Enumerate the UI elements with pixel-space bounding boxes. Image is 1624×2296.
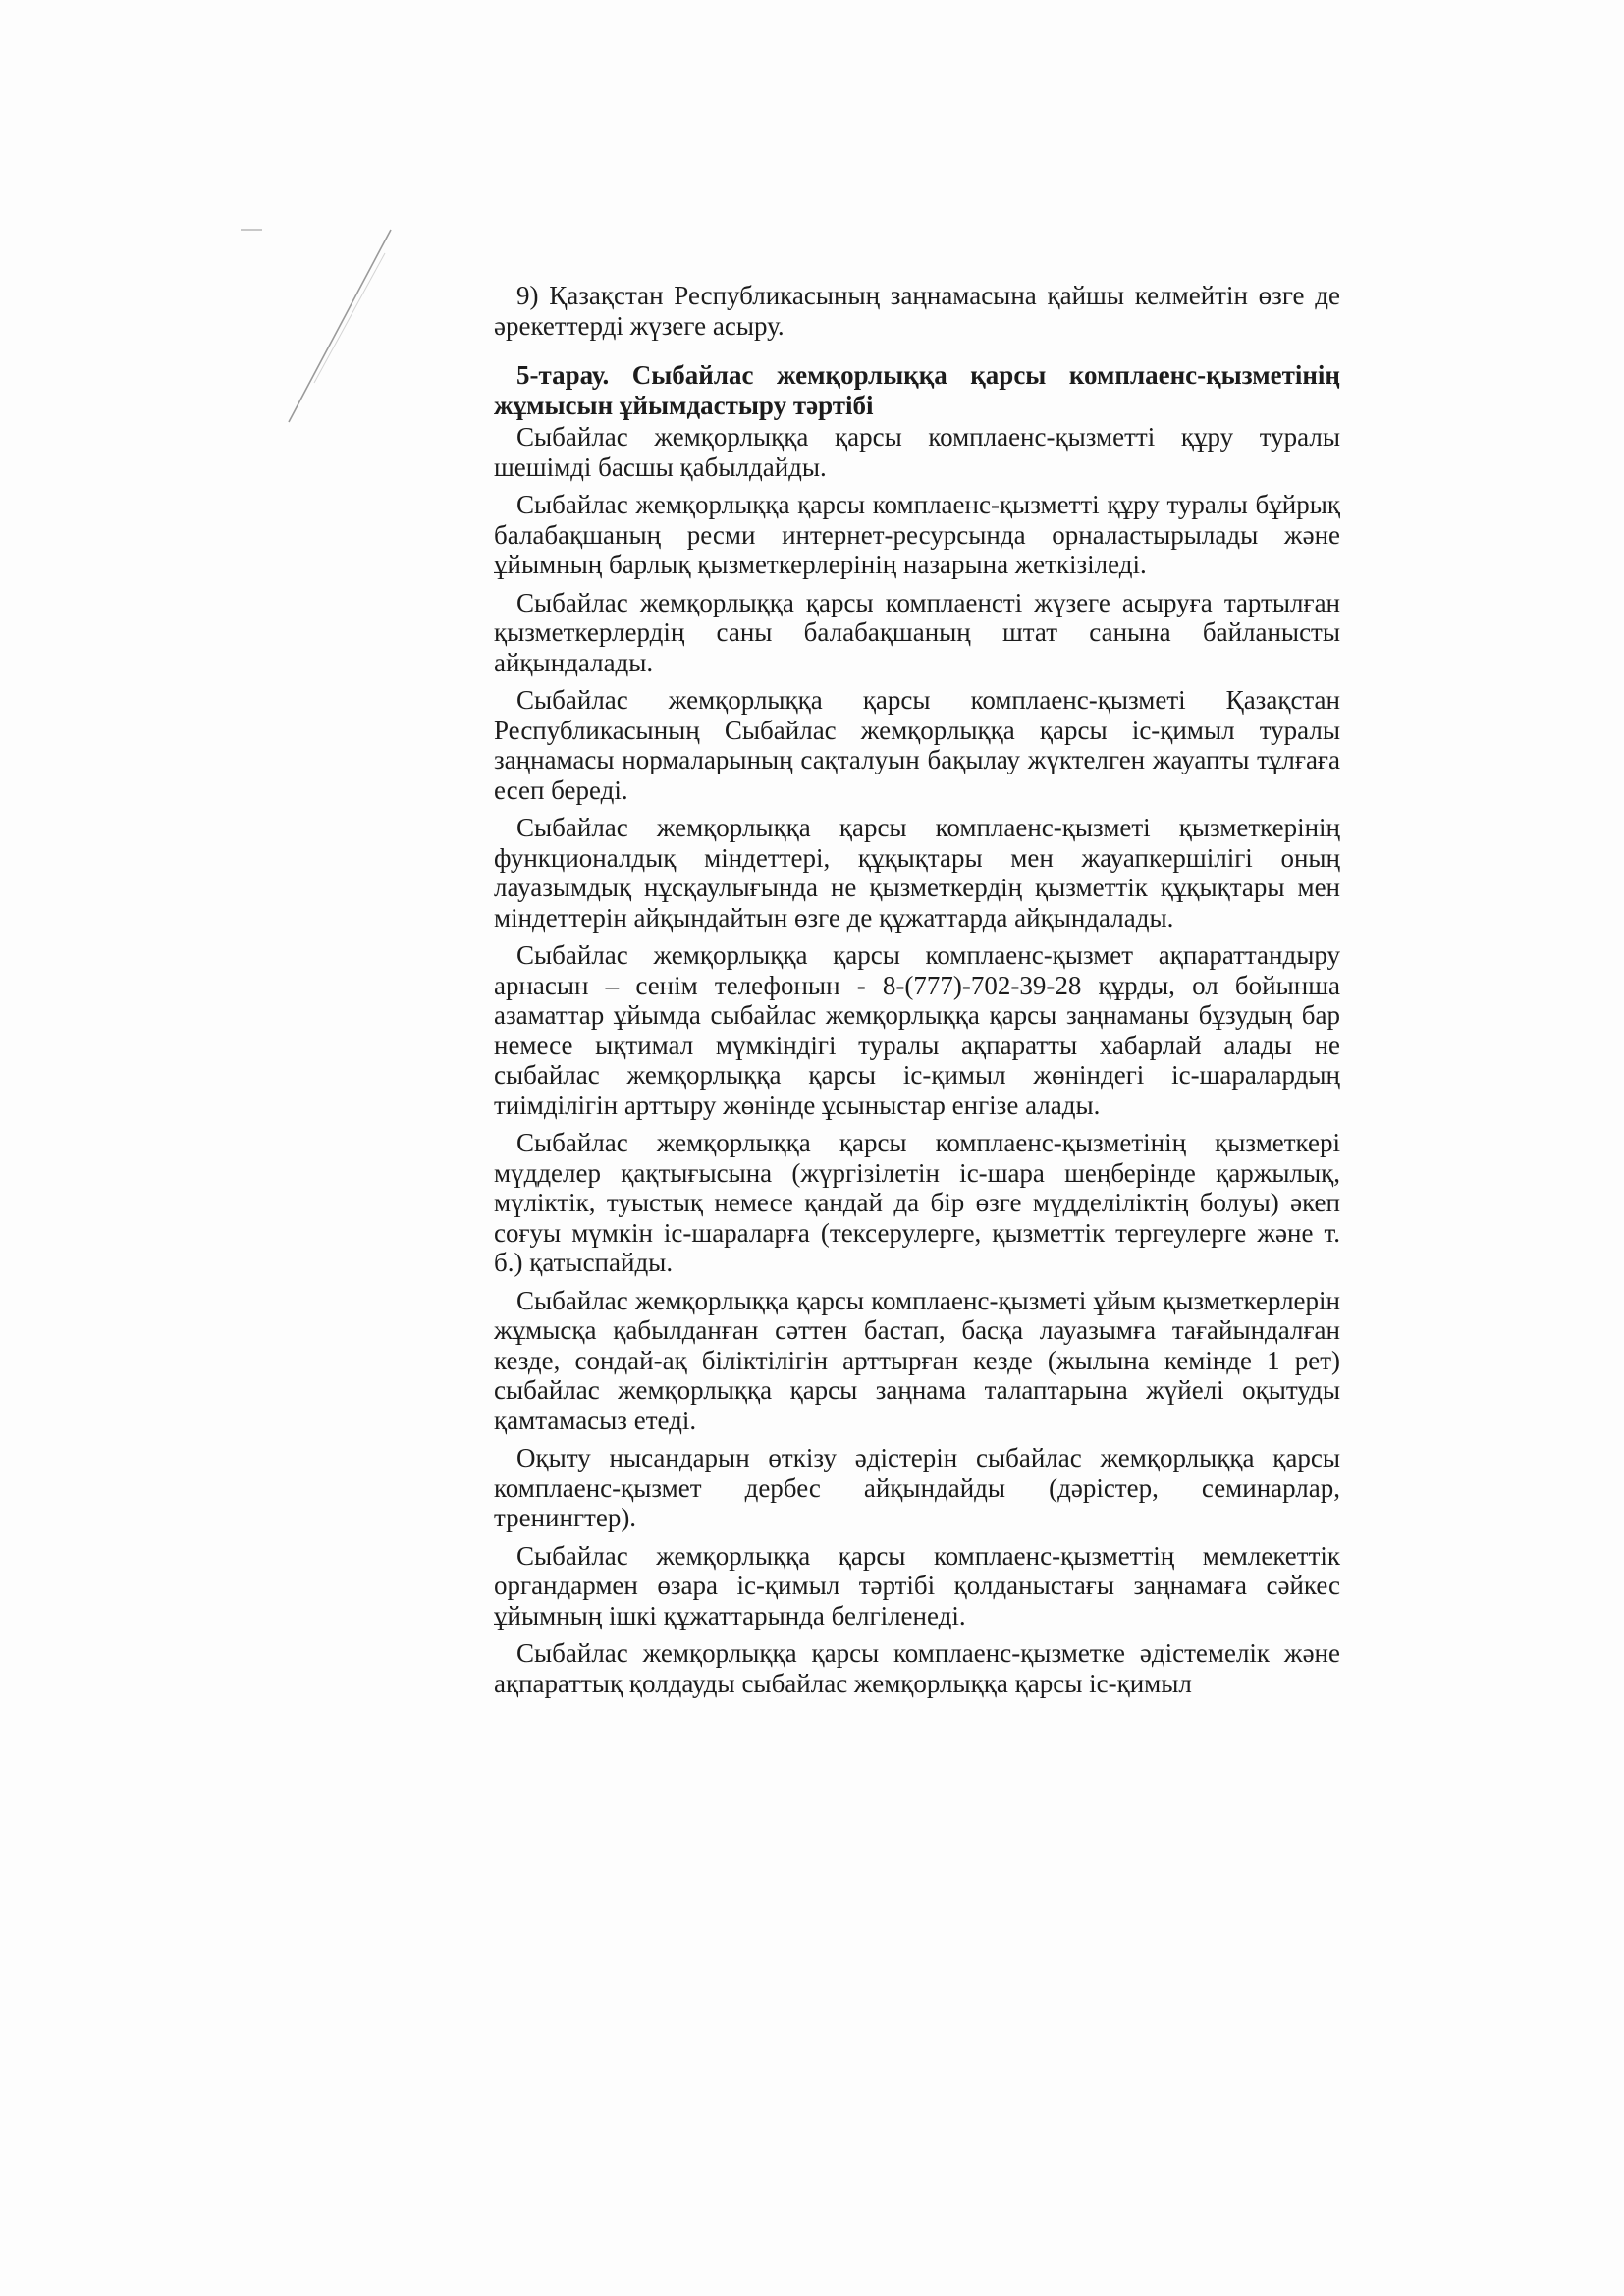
- paragraph: Сыбайлас жемқорлыққа қарсы комплаенс-қызметті құру туралы шешімді басшы қабылдайды.: [494, 422, 1340, 482]
- paragraph: Сыбайлас жемқорлыққа қарсы комплаенсті жүзеге асыруға тартылған қызметкерлердің саны балабақшаның штат санына байланысты айқындалады.: [494, 587, 1340, 677]
- paragraph: Сыбайлас жемқорлыққа қарсы комплаенс-қызметі ұйым қызметкерлерін жұмысқа қабылданған сәттен бастап, басқа лауазымға тағайындалған кезде, сондай-ақ біліктілігін арттырған кезде (жылына кемінде 1 рет) сыбайлас жемқорлыққа қарсы заңнама талаптарына жүйелі оқытуды қамтамасыз етеді.: [494, 1285, 1340, 1435]
- paragraph: Сыбайлас жемқорлыққа қарсы комплаенс-қызметті құру туралы бұйрық балабақшаның ресми интернет-ресурсында орналастырылады және ұйымның барлық қызметкерлерінің назарына жеткізіледі.: [494, 490, 1340, 579]
- list-item-9: 9) Қазақстан Республикасының заңнамасына қайшы келмейтін өзге де әрекеттерді жүзеге асыру.: [494, 281, 1340, 341]
- paragraph: Сыбайлас жемқорлыққа қарсы комплаенс-қызметке әдістемелік және ақпараттық қолдауды сыбайлас жемқорлыққа қарсы іс-қимыл: [494, 1638, 1340, 1698]
- paragraph: Сыбайлас жемқорлыққа қарсы комплаенс-қызметтің мемлекеттік органдармен өзара іс-қимыл тәртібі қолданыстағы заңнамаға сәйкес ұйымның ішкі құжаттарында белгіленеді.: [494, 1540, 1340, 1630]
- scan-artifact-dash: [241, 229, 262, 231]
- scan-artifact-stroke: [275, 226, 412, 432]
- chapter-heading: 5-тарау. Сыбайлас жемқорлыққа қарсы комплаенс-қызметінің жұмысын ұйымдастыру тәртібі: [494, 360, 1340, 420]
- paragraph: Сыбайлас жемқорлыққа қарсы комплаенс-қызметі қызметкерінің функционалдық міндеттері, құқықтары мен жауапкершілігі оның лауазымдық нұсқаулығында не қызметкердің қызметтік құқықтары мен міндеттерін айқындайтын өзге де құжаттарда айқындалады.: [494, 813, 1340, 933]
- paragraph: Сыбайлас жемқорлыққа қарсы комплаенс-қызметі Қазақстан Республикасының Сыбайлас жемқорлыққа қарсы іс-қимыл туралы заңнамасы нормаларының сақталуын бақылау жүктелген жауапты тұлғаға есеп береді.: [494, 685, 1340, 805]
- paragraph: Сыбайлас жемқорлыққа қарсы комплаенс-қызмет ақпараттандыру арнасын – сенім телефонын - 8-(777)-702-39-28 құрды, ол бойынша азаматтар ұйымда сыбайлас жемқорлыққа қарсы заңнаманы бұзудың бар немесе ықтимал мүмкіндігі туралы ақпаратты хабарлай алады не сыбайлас жемқорлыққа қарсы іс-қимыл жөніндегі іс-шаралардың тиімділігін арттыру жөнінде ұсыныстар енгізе алады.: [494, 940, 1340, 1120]
- paragraph: Сыбайлас жемқорлыққа қарсы комплаенс-қызметінің қызметкері мүдделер қақтығысына (жүргізілетін іс-шара шеңберінде қаржылық, мүліктік, туыстық немесе қандай да бір өзге мүдделіліктің болуы) әкеп соғуы мүмкін іс-шараларға (тексерулерге, қызметтік тергеулерге және т. б.) қатыспайды.: [494, 1128, 1340, 1277]
- document-body: [494, 281, 1340, 1706]
- paragraph: Оқыту нысандарын өткізу әдістерін сыбайлас жемқорлыққа қарсы комплаенс-қызмет дербес айқындайды (дәрістер, семинарлар, тренингтер).: [494, 1443, 1340, 1532]
